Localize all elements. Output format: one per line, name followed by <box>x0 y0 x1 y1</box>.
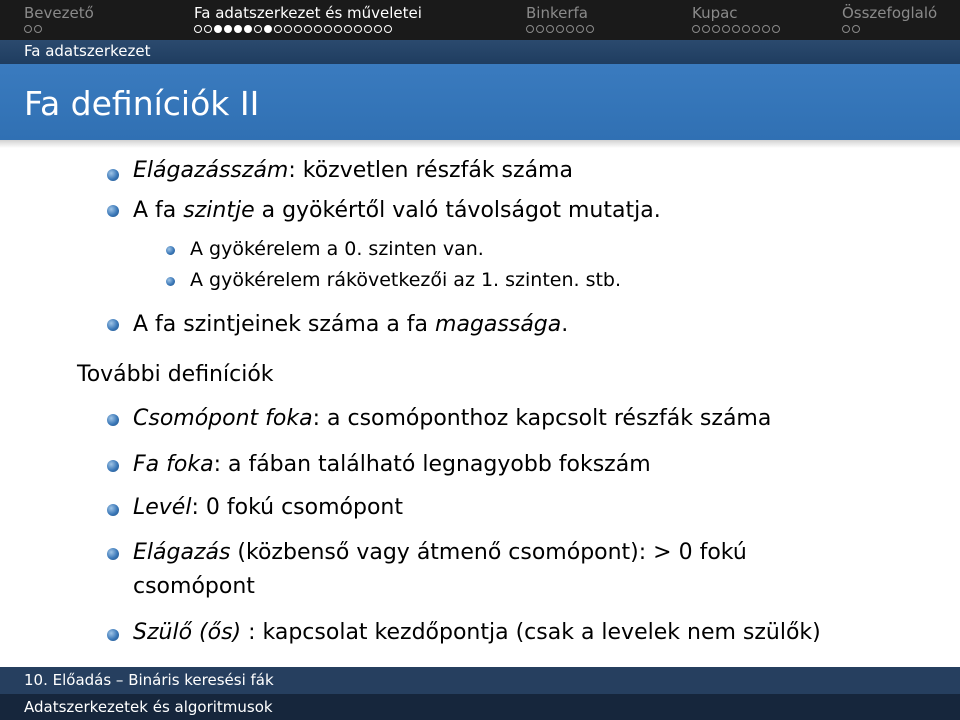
nav-dot[interactable] <box>722 25 730 33</box>
bullet-tree-degree: Fa foka: a fában található legnagyobb fokszám <box>133 452 651 477</box>
bullet-branching-number: Elágazásszám: közvetlen részfák száma <box>133 158 573 183</box>
nav-section-binkerfa[interactable]: Binkerfa <box>526 4 588 22</box>
nav-dot[interactable] <box>194 25 202 33</box>
nav-dot[interactable] <box>204 25 212 33</box>
nav-dot[interactable] <box>732 25 740 33</box>
block-heading: További definíciók <box>77 362 274 387</box>
nav-dot[interactable] <box>264 25 272 33</box>
nav-dot[interactable] <box>244 25 252 33</box>
subsection-title: Fa adatszerkezet <box>24 42 151 60</box>
frame-title-bar <box>0 64 960 140</box>
bullet-parent: Szülő (ős) : kapcsolat kezdőpontja (csak a levelek nem szülők) <box>133 620 821 645</box>
nav-dots-binkerfa[interactable] <box>526 25 594 35</box>
bullet-icon <box>107 169 119 181</box>
nav-dot[interactable] <box>546 25 554 33</box>
nav-dot[interactable] <box>384 25 392 33</box>
nav-dot[interactable] <box>772 25 780 33</box>
nav-dot[interactable] <box>842 25 850 33</box>
subsection-bar <box>0 40 960 64</box>
bullet-branching-node: Elágazás (közbenső vagy átmenő csomópont): > 0 fokú <box>133 540 747 565</box>
bullet-icon <box>107 504 119 516</box>
nav-dot[interactable] <box>294 25 302 33</box>
nav-dot[interactable] <box>344 25 352 33</box>
bullet-tree-level: A fa szintje a gyökértől való távolságot mutatja. <box>133 198 661 223</box>
nav-dot[interactable] <box>234 25 242 33</box>
nav-dot[interactable] <box>364 25 372 33</box>
bullet-icon <box>107 460 119 472</box>
bullet-icon <box>107 629 119 641</box>
nav-dots-kupac[interactable] <box>692 25 780 35</box>
nav-dot[interactable] <box>742 25 750 33</box>
nav-dot[interactable] <box>586 25 594 33</box>
footer-course-title: Adatszerkezetek és algoritmusok <box>24 698 273 716</box>
bullet-icon <box>107 205 119 217</box>
nav-dot[interactable] <box>224 25 232 33</box>
nav-dot[interactable] <box>852 25 860 33</box>
nav-dot[interactable] <box>566 25 574 33</box>
nav-dot[interactable] <box>692 25 700 33</box>
nav-section-fa-adatszerkezet[interactable]: Fa adatszerkezet és műveletei <box>194 4 422 22</box>
nav-dot[interactable] <box>34 25 42 33</box>
nav-dot[interactable] <box>712 25 720 33</box>
nav-dot[interactable] <box>304 25 312 33</box>
nav-dot[interactable] <box>354 25 362 33</box>
subbullet-root-level: A gyökérelem a 0. szinten van. <box>190 238 484 260</box>
nav-dot[interactable] <box>762 25 770 33</box>
nav-section-bevezeto[interactable]: Bevezető <box>24 4 94 22</box>
subbullet-icon <box>166 246 175 255</box>
nav-dot[interactable] <box>334 25 342 33</box>
nav-dot[interactable] <box>324 25 332 33</box>
nav-dot[interactable] <box>274 25 282 33</box>
bullet-branching-node-continuation: csomópont <box>133 574 255 599</box>
nav-section-kupac[interactable]: Kupac <box>692 4 738 22</box>
title-shadow <box>0 140 960 148</box>
nav-dot[interactable] <box>254 25 262 33</box>
nav-dot[interactable] <box>24 25 32 33</box>
nav-dot[interactable] <box>374 25 382 33</box>
nav-dots-bevezeto[interactable] <box>24 25 42 35</box>
frame-title: Fa definíciók II <box>24 84 260 123</box>
subbullet-next-level: A gyökérelem rákövetkezői az 1. szinten. stb. <box>190 269 622 291</box>
nav-section-osszefoglalo[interactable]: Összefoglaló <box>842 4 938 22</box>
subbullet-icon <box>166 277 175 286</box>
nav-dot[interactable] <box>576 25 584 33</box>
nav-dots-osszefoglalo[interactable] <box>842 25 860 35</box>
footer-lecture-bar <box>0 667 960 694</box>
nav-dot[interactable] <box>536 25 544 33</box>
nav-dot[interactable] <box>284 25 292 33</box>
bullet-icon <box>107 548 119 560</box>
footer-course-bar <box>0 694 960 720</box>
bullet-tree-height: A fa szintjeinek száma a fa magassága. <box>133 312 569 337</box>
footer-lecture-title: 10. Előadás – Bináris keresési fák <box>24 671 274 689</box>
nav-dot[interactable] <box>752 25 760 33</box>
bullet-leaf: Levél: 0 fokú csomópont <box>133 495 403 520</box>
nav-dot[interactable] <box>702 25 710 33</box>
nav-dots-fa-adatszerkezet[interactable] <box>194 25 392 35</box>
bullet-icon <box>107 319 119 331</box>
bullet-icon <box>107 414 119 426</box>
bullet-node-degree: Csomópont foka: a csomóponthoz kapcsolt részfák száma <box>133 406 772 431</box>
nav-dot[interactable] <box>314 25 322 33</box>
nav-dot[interactable] <box>526 25 534 33</box>
section-navigation <box>0 0 960 40</box>
nav-dot[interactable] <box>556 25 564 33</box>
nav-dot[interactable] <box>214 25 222 33</box>
